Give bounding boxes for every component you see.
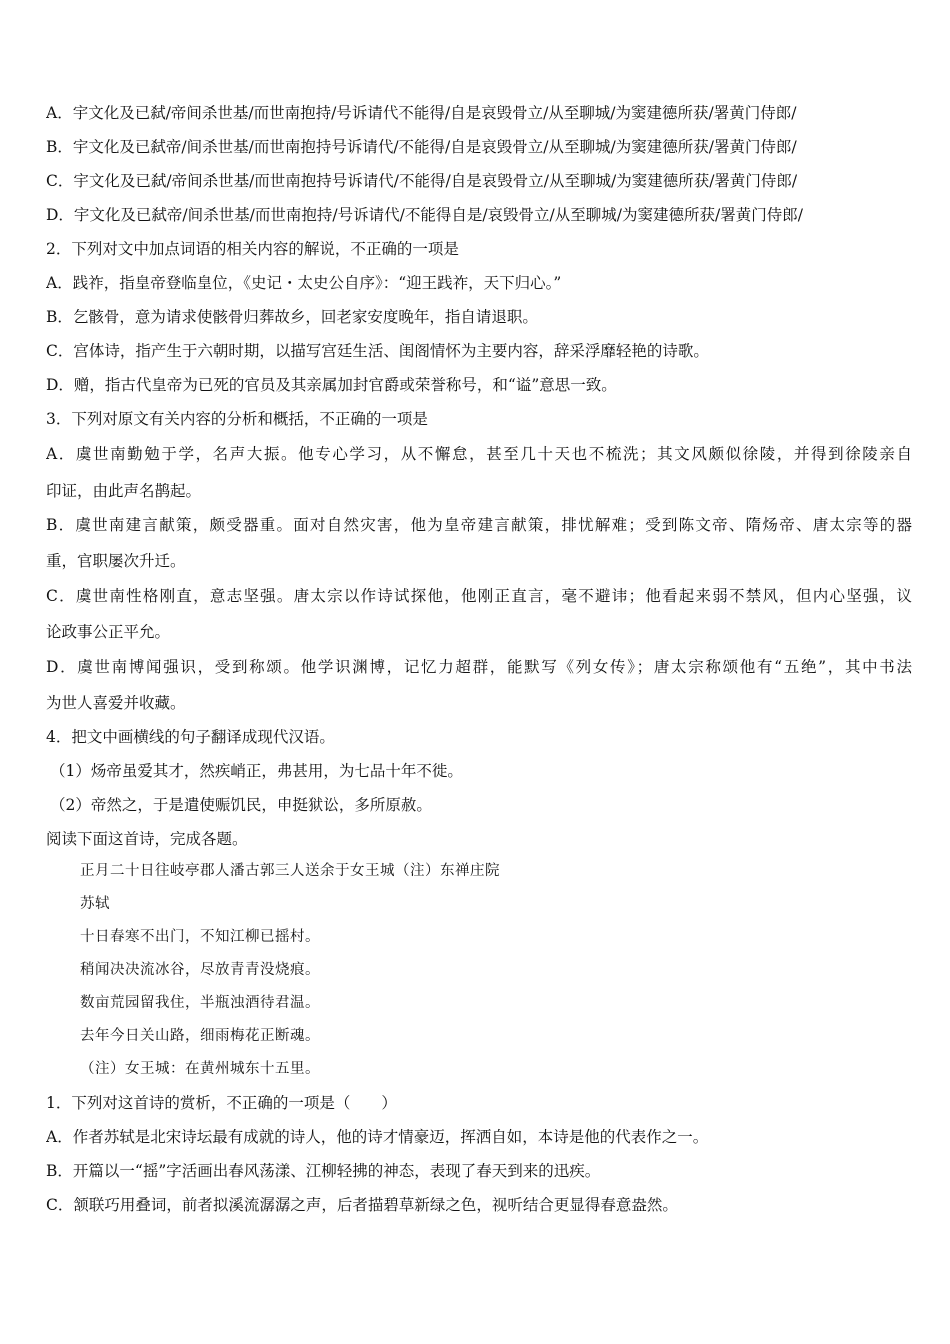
- poem-line-3: 数亩荒园留我住，半瓶浊酒待君温。: [80, 995, 320, 1011]
- q1-option-a: A．宇文化及已弑/帝间杀世基/而世南抱持/号诉请代不能得/自是哀毁骨立/从至聊城/为窦建德所获/署黄门侍郎/: [46, 104, 797, 122]
- q3-option-c-line2: 论政事公正平允。: [46, 623, 171, 641]
- q3-option-c-line1: C．虞世南性格刚直，意志坚强。唐太宗以作诗试探他，他刚正直言，毫不避讳；他看起来弱不禁风，但内心坚强，议: [46, 587, 912, 605]
- poem-line-1: 十日春寒不出门，不知江柳已摇村。: [80, 929, 320, 945]
- q2-option-c: C．宫体诗，指产生于六朝时期，以描写宫廷生活、闺阁情怀为主要内容，辞采浮靡轻艳的诗歌。: [46, 342, 709, 360]
- poem-q1-option-a: A．作者苏轼是北宋诗坛最有成就的诗人，他的诗才情豪迈，挥洒自如，本诗是他的代表作之一。: [46, 1128, 709, 1146]
- poem-q1-stem: 1．下列对这首诗的赏析，不正确的一项是（ ）: [46, 1094, 397, 1112]
- poem-line-2: 稍闻决决流冰谷，尽放青青没烧痕。: [80, 962, 320, 978]
- q2-option-b: B．乞骸骨，意为请求使骸骨归葬故乡，回老家安度晚年，指自请退职。: [46, 308, 538, 326]
- poem-q1-option-b: B．开篇以一“摇”字活画出春风荡漾、江柳轻拂的神态，表现了春天到来的迅疾。: [46, 1162, 601, 1180]
- q4-item-1: （1）炀帝虽爱其才，然疾峭正，弗甚用，为七品十年不徙。: [50, 762, 463, 780]
- poem-title: 正月二十日往岐亭郡人潘古郭三人送余于女王城（注）东禅庄院: [80, 863, 500, 879]
- q3-option-b-line2: 重，官职屡次升迁。: [46, 552, 186, 570]
- q3-option-d-line2: 为世人喜爱并收藏。: [46, 694, 186, 712]
- q3-option-d-line1: D．虞世南博闻强识，受到称颂。他学识渊博，记忆力超群，能默写《列女传》；唐太宗称颂他有“五绝”，其中书法: [46, 658, 912, 676]
- poem-author: 苏轼: [80, 896, 110, 912]
- q1-option-b: B．宇文化及已弑帝/间杀世基/而世南抱持号诉请代/不能得/自是哀毁骨立/从至聊城/为窦建德所获/署黄门侍郎/: [46, 138, 797, 156]
- q2-option-d: D．赠，指古代皇帝为已死的官员及其亲属加封官爵或荣誉称号，和“谥”意思一致。: [46, 376, 617, 394]
- q2-stem: 2．下列对文中加点词语的相关内容的解说，不正确的一项是: [46, 240, 459, 258]
- q4-item-2: （2）帝然之，于是遣使赈饥民，申挺狱讼，多所原赦。: [50, 796, 432, 814]
- q3-option-b-line1: B．虞世南建言献策，颇受器重。面对自然灾害，他为皇帝建言献策，排忧解难；受到陈文帝、隋炀帝、唐太宗等的器: [46, 516, 912, 534]
- q3-option-a-line2: 印证，由此声名鹊起。: [46, 482, 202, 500]
- poem-note: （注）女王城：在黄州城东十五里。: [80, 1061, 320, 1077]
- q3-option-a-line1: A．虞世南勤勉于学，名声大振。他专心学习，从不懈怠，甚至几十天也不梳洗；其文风颇似徐陵，并得到徐陵亲自: [46, 445, 912, 463]
- poem-intro: 阅读下面这首诗，完成各题。: [46, 830, 248, 848]
- poem-line-4: 去年今日关山路，细雨梅花正断魂。: [80, 1028, 320, 1044]
- q4-stem: 4．把文中画横线的句子翻译成现代汉语。: [46, 728, 335, 746]
- q3-stem: 3．下列对原文有关内容的分析和概括，不正确的一项是: [46, 410, 428, 428]
- q1-option-d: D．宇文化及已弑帝/间杀世基/而世南抱持/号诉请代/不能得自是/哀毁骨立/从至聊城/为窦建德所获/署黄门侍郎/: [46, 206, 803, 224]
- q1-option-c: C．宇文化及已弑/帝间杀世基/而世南抱持号诉请代/不能得/自是哀毁骨立/从至聊城/为窦建德所获/署黄门侍郎/: [46, 172, 798, 190]
- poem-q1-option-c: C．颔联巧用叠词，前者拟溪流潺潺之声，后者描碧草新绿之色，视听结合更显得春意盎然。: [46, 1196, 678, 1214]
- q2-option-a: A．践祚，指皇帝登临皇位，《史记・太史公自序》：“迎王践祚，天下归心。”: [46, 274, 562, 292]
